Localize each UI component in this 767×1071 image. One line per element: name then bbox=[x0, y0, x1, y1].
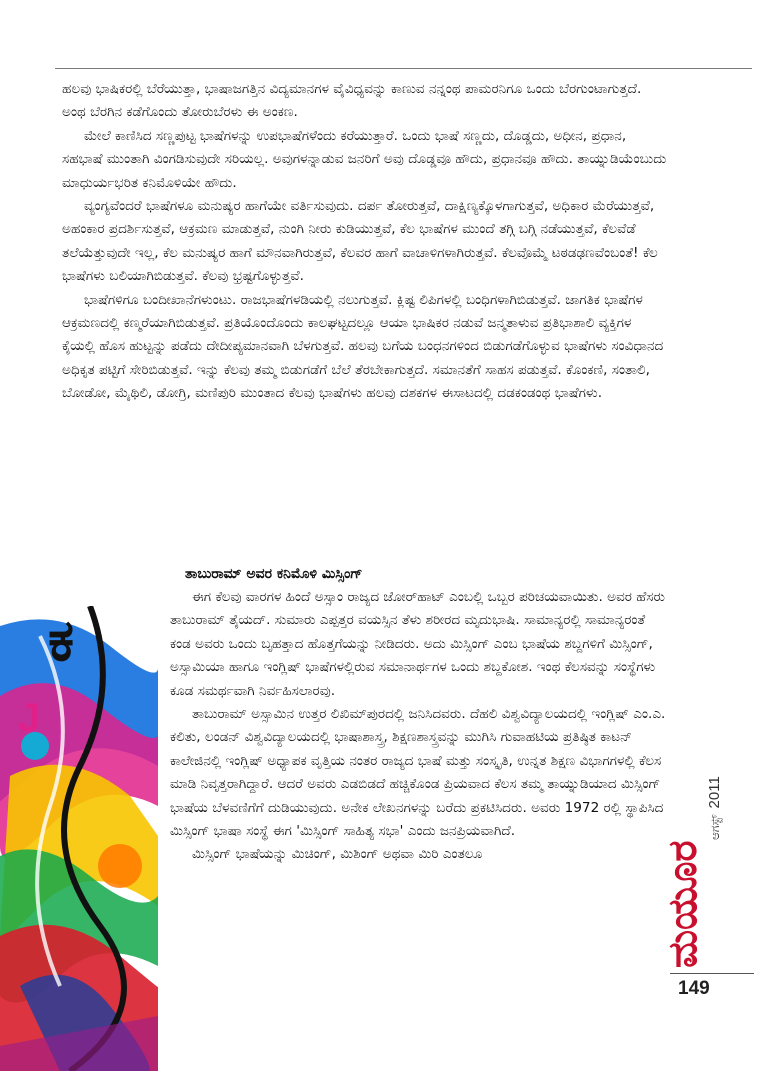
paragraph-5: ಈಗ ಕೆಲವು ವಾರಗಳ ಹಿಂದೆ ಅಸ್ಸಾಂ ರಾಜ್ಯದ ಜೋರ್‌ಹಾಟ್ ಎಂಬಲ್ಲಿ ಒಬ್ಬರ ಪರಿಚಯವಾಯಿತು. ಅವರ ಹೆಸರು ತಾಬುರಾಮ್ ತೈಯದ್. ಸುಮಾರು ಎಪ್ಪತ್ತರ ವಯಸ್ಸಿನ ತೆಳು ಶರೀರದ ಮೃದುಭಾಷಿ. ಸಾಮಾನ್ಯರಲ್ಲಿ ಸಾಮಾನ್ಯರಂತೆ ಕಂಡ ಅವರು ಒಂದು ಬೃಹತ್ತಾದ ಹೊತ್ತಗೆಯನ್ನು ನೀಡಿದರು. ಅದು ಮಿಸ್ಸಿಂಗ್ ಎಂಬ ಭಾಷೆಯ ಶಬ್ದಗಳಿಗೆ ಮಿಸ್ಸಿಂಗ್, ಅಸ್ಸಾಮಿಯಾ ಹಾಗೂ ಇಂಗ್ಲಿಷ್ ಭಾಷೆಗಳಲ್ಲಿರುವ ಸಮಾನಾರ್ಥಗಳ ಒಂದು ಶಬ್ದಕೋಶ. ಇಂಥ ಕೆಲಸವನ್ನು ಸಂಸ್ಥೆಗಳು ಕೂಡ ಸಮರ್ಥವಾಗಿ ನಿರ್ವಹಿಸಲಾರವು. bbox=[170, 589, 665, 699]
top-rule bbox=[55, 68, 752, 69]
abstract-art-icon bbox=[0, 606, 158, 1071]
paragraph-3: ವ್ಯಂಗ್ಯವೆಂದರೆ ಭಾಷೆಗಳೂ ಮನುಷ್ಯರ ಹಾಗೆಯೇ ವರ್ತಿಸುವುದು. ದರ್ಪ ತೋರುತ್ತವೆ, ದಾಕ್ಷಿಣ್ಯಕ್ಕೊಳಗಾಗುತ್ತವೆ, ಅಧಿಕಾರ ಮೆರೆಯುತ್ತವೆ, ಅಹಂಕಾರ ಪ್ರದರ್ಶಿಸುತ್ತವೆ, ಆಕ್ರಮಣ ಮಾಡುತ್ತವೆ, ನುಂಗಿ ನೀರು ಕುಡಿಯುತ್ತವೆ, ಕೆಲ ಭಾಷೆಗಳ ಮುಂದೆ ತಗ್ಗಿ ಬಗ್ಗಿ ನಡೆಯುತ್ತವೆ, ಕೆಲವೆಡೆ ತಲೆಯೆತ್ತುವುದೇ ಇಲ್ಲ, ಕೆಲ ಮನುಷ್ಯರ ಹಾಗೆ ಮೌನವಾಗಿರುತ್ತವೆ, ಕೆಲವರ ಹಾಗೆ ವಾಚಾಳಿಗಳಾಗಿರುತ್ತವೆ. ಕೆಲವೊಮ್ಮೆ ಟಠಡಢಣವೆಂಬಂತೆ! ಕೆಲ ಭಾಷೆಗಳು ಬಲಿಯಾಗಿಬಿಡುತ್ತವೆ. ಕೆಲವು ಭ್ರಷ್ಟಗೊಳ್ಳುತ್ತವೆ. bbox=[62, 198, 658, 285]
paragraph-6: ತಾಬುರಾಮ್ ಅಸ್ಸಾಮಿನ ಉತ್ತರ ಲಿಖಿಮ್‌ಪುರದಲ್ಲಿ ಜನಿಸಿದವರು. ದೆಹಲಿ ವಿಶ್ವವಿದ್ಯಾಲಯದಲ್ಲಿ ಇಂಗ್ಲಿಷ್ ಎಂ.ಎ. ಕಲಿತು, ಲಂಡನ್ ವಿಶ್ವವಿದ್ಯಾಲಯದಲ್ಲಿ ಭಾಷಾಶಾಸ್ತ್ರ, ಶಿಕ್ಷಣಶಾಸ್ತ್ರವನ್ನು ಮುಗಿಸಿ ಗುವಾಹಟಿಯ ಪ್ರತಿಷ್ಠಿತ ಕಾಟನ್ ಕಾಲೇಜಿನಲ್ಲಿ ಇಂಗ್ಲಿಷ್ ಅಧ್ಯಾಪಕ ವೃತ್ತಿಯ ನಂತರ ರಾಜ್ಯದ ಭಾಷೆ ಮತ್ತು ಸಂಸ್ಕೃತಿ, ಉನ್ನತ ಶಿಕ್ಷಣ ವಿಭಾಗಗಳಲ್ಲಿ ಕೆಲಸ ಮಾಡಿ ನಿವೃತ್ತರಾಗಿದ್ದಾರೆ. ಆದರೆ ಅವರು ಎಡಬಿಡದೆ ಹಚ್ಚಿಕೊಂಡ ಪ್ರಿಯವಾದ ಕೆಲಸ ತಮ್ಮ ತಾಯ್ನುಡಿಯಾದ ಮಿಸ್ಸಿಂಗ್ ಭಾಷೆಯ ಬೆಳವಣಿಗೆಗೆ ದುಡಿಯುವುದು. ಅನೇಕ ಲೇಖನಗಳನ್ನು ಬರೆದು ಪ್ರಕಟಿಸಿದರು. ಅವರು 1972 ರಲ್ಲಿ ಸ್ಥಾಪಿಸಿದ ಮಿಸ್ಸಿಂಗ್ ಭಾಷಾ ಸಂಸ್ಥೆ ಈಗ 'ಮಿಸ್ಸಿಂಗ್ ಸಾಹಿತ್ಯ ಸಭಾ' ಎಂದು ಜನಪ್ರಿಯವಾಗಿದೆ. bbox=[170, 706, 666, 840]
decorative-artwork bbox=[0, 606, 158, 1071]
art-glyph-2: J bbox=[18, 696, 41, 740]
page-number: 149 bbox=[678, 978, 710, 999]
paragraph-continued: ಹಲವು ಭಾಷಿಕರಲ್ಲಿ ಬೆರೆಯುತ್ತಾ, ಭಾಷಾಜಗತ್ತಿನ ವಿದ್ಯಮಾನಗಳ ವೈವಿಧ್ಯವನ್ನು ಕಾಣುವ ನನ್ನಂಥ ಪಾಮರನಿಗೂ ಒಂದು ಬೆರಗುಂಟಾಗುತ್ತದೆ. ಅಂಥ ಬೆರಗಿನ ಕಡೆಗೊಂದು ತೋರುಬೆರಳು ಈ ಅಂಕಣ. bbox=[62, 81, 642, 121]
paragraph-4: ಭಾಷೆಗಳಿಗೂ ಬಂದೀಖಾನೆಗಳುಂಟು. ರಾಜಭಾಷೆಗಳಡಿಯಲ್ಲಿ ನಲುಗುತ್ತವೆ. ಕ್ಲಿಷ್ಟ ಲಿಪಿಗಳಲ್ಲಿ ಬಂಧಿಗಳಾಗಿಬಿಡುತ್ತವೆ. ಜಾಗತಿಕ ಭಾಷೆಗಳ ಆಕ್ರಮಣದಲ್ಲಿ ಕಣ್ಮರೆಯಾಗಿಬಿಡುತ್ತವೆ. ಪ್ರತಿಯೊಂದೊಂದು ಕಾಲಘಟ್ಟದಲ್ಲೂ ಆಯಾ ಭಾಷಿಕರ ನಡುವೆ ಜನ್ಮತಾಳುವ ಪ್ರತಿಭಾಶಾಲಿ ವ್ಯಕ್ತಿಗಳ ಕೈಯಲ್ಲಿ ಹೊಸ ಹುಟ್ಟನ್ನು ಪಡೆದು ದೇದೀಪ್ಯಮಾನವಾಗಿ ಬೆಳಗುತ್ತವೆ. ಹಲವು ಬಗೆಯ ಬಂಧನಗಳಿಂದ ಬಿಡುಗಡೆಗೊಳ್ಳುವ ಭಾಷೆಗಳು ಸಂವಿಧಾನದ ಅಧಿಕೃತ ಪಟ್ಟಿಗೆ ಸೇರಿಬಿಡುತ್ತವೆ. ಇನ್ನು ಕೆಲವು ತಮ್ಮ ಬಿಡುಗಡೆಗೆ ಬೆಲೆ ತೆರಬೇಕಾಗುತ್ತದೆ. ಸಮಾನತೆಗೆ ಸಾಹಸ ಪಡುತ್ತವೆ. ಕೊಂಕಣಿ, ಸಂತಾಲಿ, ಬೋಡೋ, ಮೈಥಿಲಿ, ಡೋಗ್ರಿ, ಮಣಿಪುರಿ ಮುಂತಾದ ಕೆಲವು ಭಾಷೆಗಳು ಹಲವು ದಶಕಗಳ ಈಸಾಟದಲ್ಲಿ ದಡಕಂಡಂಥ ಭಾಷೆಗಳು. bbox=[62, 291, 664, 402]
issue-year: 2011 bbox=[706, 776, 723, 809]
section-heading: ತಾಬುರಾಮ್ ಅವರ ಕನಿಮೊಳಿ ಮಿಸ್ಸಿಂಗ್ bbox=[185, 566, 363, 582]
paragraph-2: ಮೇಲೆ ಕಾಣಿಸಿದ ಸಣ್ಣಪುಟ್ಟ ಭಾಷೆಗಳನ್ನು ಉಪಭಾಷೆಗಳೆಂದು ಕರೆಯುತ್ತಾರೆ. ಒಂದು ಭಾಷೆ ಸಣ್ಣದು, ದೊಡ್ಡದು, ಅಧೀನ, ಪ್ರಧಾನ, ಸಹಭಾಷೆ ಮುಂತಾಗಿ ವಿಂಗಡಿಸುವುದೇ ಸರಿಯಲ್ಲ. ಅವುಗಳನ್ನಾಡುವ ಜನರಿಗೆ ಅವು ದೊಡ್ಡವೂ ಹೌದು, ಪ್ರಧಾನವೂ ಹೌದು. ತಾಯ್ನುಡಿಯೆಂಬುದು ಮಾಧುರ್ಯಭರಿತ ಕನಿಮೊಳಿಯೇ ಹೌದು. bbox=[62, 127, 667, 191]
magazine-logo: ಮಯೂರ bbox=[660, 840, 706, 968]
issue-month: ಆಗಸ್ಟ್ bbox=[708, 814, 722, 840]
article-column-bottom bbox=[170, 586, 668, 867]
paragraph-7: ಮಿಸ್ಸಿಂಗ್ ಭಾಷೆಯನ್ನು ಮಿಚಿಂಗ್, ಮಿಶಿಂಗ್ ಅಥವಾ ಮಿರಿ ಎಂತಲೂ bbox=[192, 846, 483, 863]
sidebar-rule bbox=[670, 973, 754, 974]
art-glyph-1: ಕ bbox=[48, 606, 75, 674]
issue-date bbox=[706, 776, 724, 840]
article-column-top bbox=[62, 78, 668, 406]
